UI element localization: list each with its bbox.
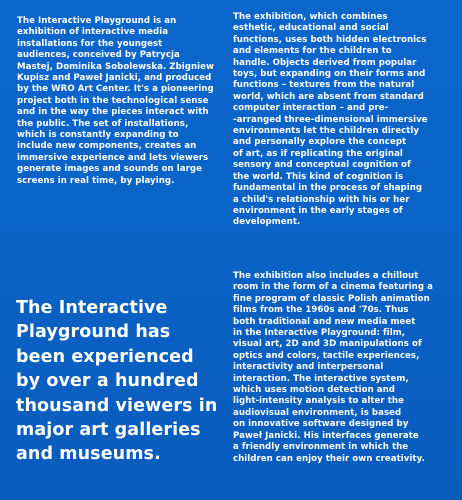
quote-line: The Interactive [16,298,168,318]
chillout-line: interactivity and interpersonal [233,362,384,373]
chillout-line: children can enjoy their own creativity. [233,453,425,464]
chillout-line: both traditional and new media meet [233,316,416,327]
exhibition-line: esthetic, educational and social [233,23,389,34]
chillout-line: visual art, 2D and 3D manipulations of [233,339,422,350]
intro-line: screens in real time, by playing. [17,175,175,186]
exhibition-line: environments let the children directly [233,126,420,137]
intro-line: The Interactive Playground is an [17,16,177,26]
exhibition-line: development. [233,217,301,228]
intro-line: which is constantly expanding to [17,130,179,141]
exhibition-line: functions, uses both hidden electronics [233,34,427,45]
chillout-line: audiovisual environment, is based [233,407,402,418]
exhibition-line: environment in the early stages of [233,205,403,216]
intro-line: the public. The set of installations, [17,118,189,129]
exhibition-line: computer interaction – and pre- [233,103,389,114]
intro-line: and in the way the pieces interact with [17,107,209,118]
exhibition-line: the world. This kind of cognition is [233,171,404,182]
chillout-line: a friendly environment in which the [233,442,409,453]
chillout-line: The exhibition also includes a chillout [233,271,419,281]
exhibition-line: toys, but expanding on their forms and [233,69,426,80]
chillout-line: Paweł Janicki. His interfaces generate [233,430,419,441]
quote-line: been experienced [16,346,194,367]
chillout-line: fine program of classic Polish animation [233,293,430,304]
exhibition-line: handle. Objects derived from popular [233,57,417,68]
intro-line: Mastej, Dominika Sobolewska. Zbigniew [17,61,215,72]
intro-line: project both in the technological sense [17,95,209,106]
quote-line: thousand viewers in [16,395,218,416]
exhibition-paragraph [233,12,428,229]
exhibition-line: -arranged three-dimensional immersive [233,114,428,125]
exhibition-line: and elements for the children to [233,46,392,57]
intro-line: by the WRO Art Center. It's a pioneering [17,84,214,95]
quote-line: major art galleries [16,420,201,441]
exhibition-line: world, which are absent from standard [233,91,424,102]
chillout-line: room in the form of a cinema featuring a [233,282,433,293]
intro-line: exhibition of interactive media [17,27,169,38]
chillout-line: light-intensity analysis to alter the [233,396,404,407]
chillout-line: on innovative software designed by [233,419,409,430]
intro-line: immersive experience and lets viewers [17,152,209,163]
intro-line: Kupisz and Paweł Janicki, and produced [17,73,212,84]
intro-line: generate images and sounds on large [17,164,202,175]
intro-line: installations for the youngest [17,38,163,49]
quote-line: Playground has [16,322,171,343]
intro-line: audiences, conceived by Patrycja [17,50,180,61]
pull-quote [16,296,217,467]
exhibition-line: fundamental in the process of shaping [233,183,423,194]
chillout-line: optics and colors, tactile experiences, [233,350,420,361]
exhibition-line: functions – textures from the natural [233,80,415,91]
chillout-line: in the Interactive Playground: film, [233,328,406,339]
chillout-paragraph [233,271,433,465]
chillout-line: interaction. The interactive system, [233,373,409,384]
quote-line: by over a hundred [16,371,199,392]
chillout-line: films from the 1960s and '70s. Thus [233,305,409,316]
chillout-line: which uses motion detection and [233,385,395,396]
intro-paragraph [17,16,214,187]
exhibition-line: a child's relationship with his or her [233,194,410,205]
exhibition-line: and personally explore the concept [233,137,407,148]
exhibition-line: of art, as if replicating the original [233,148,403,159]
intro-line: include new components, creates an [17,141,197,152]
quote-line: and museums. [16,444,161,465]
exhibition-line: sensory and conceptual cognition of [233,160,411,171]
exhibition-line: The exhibition, which combines [233,12,388,22]
